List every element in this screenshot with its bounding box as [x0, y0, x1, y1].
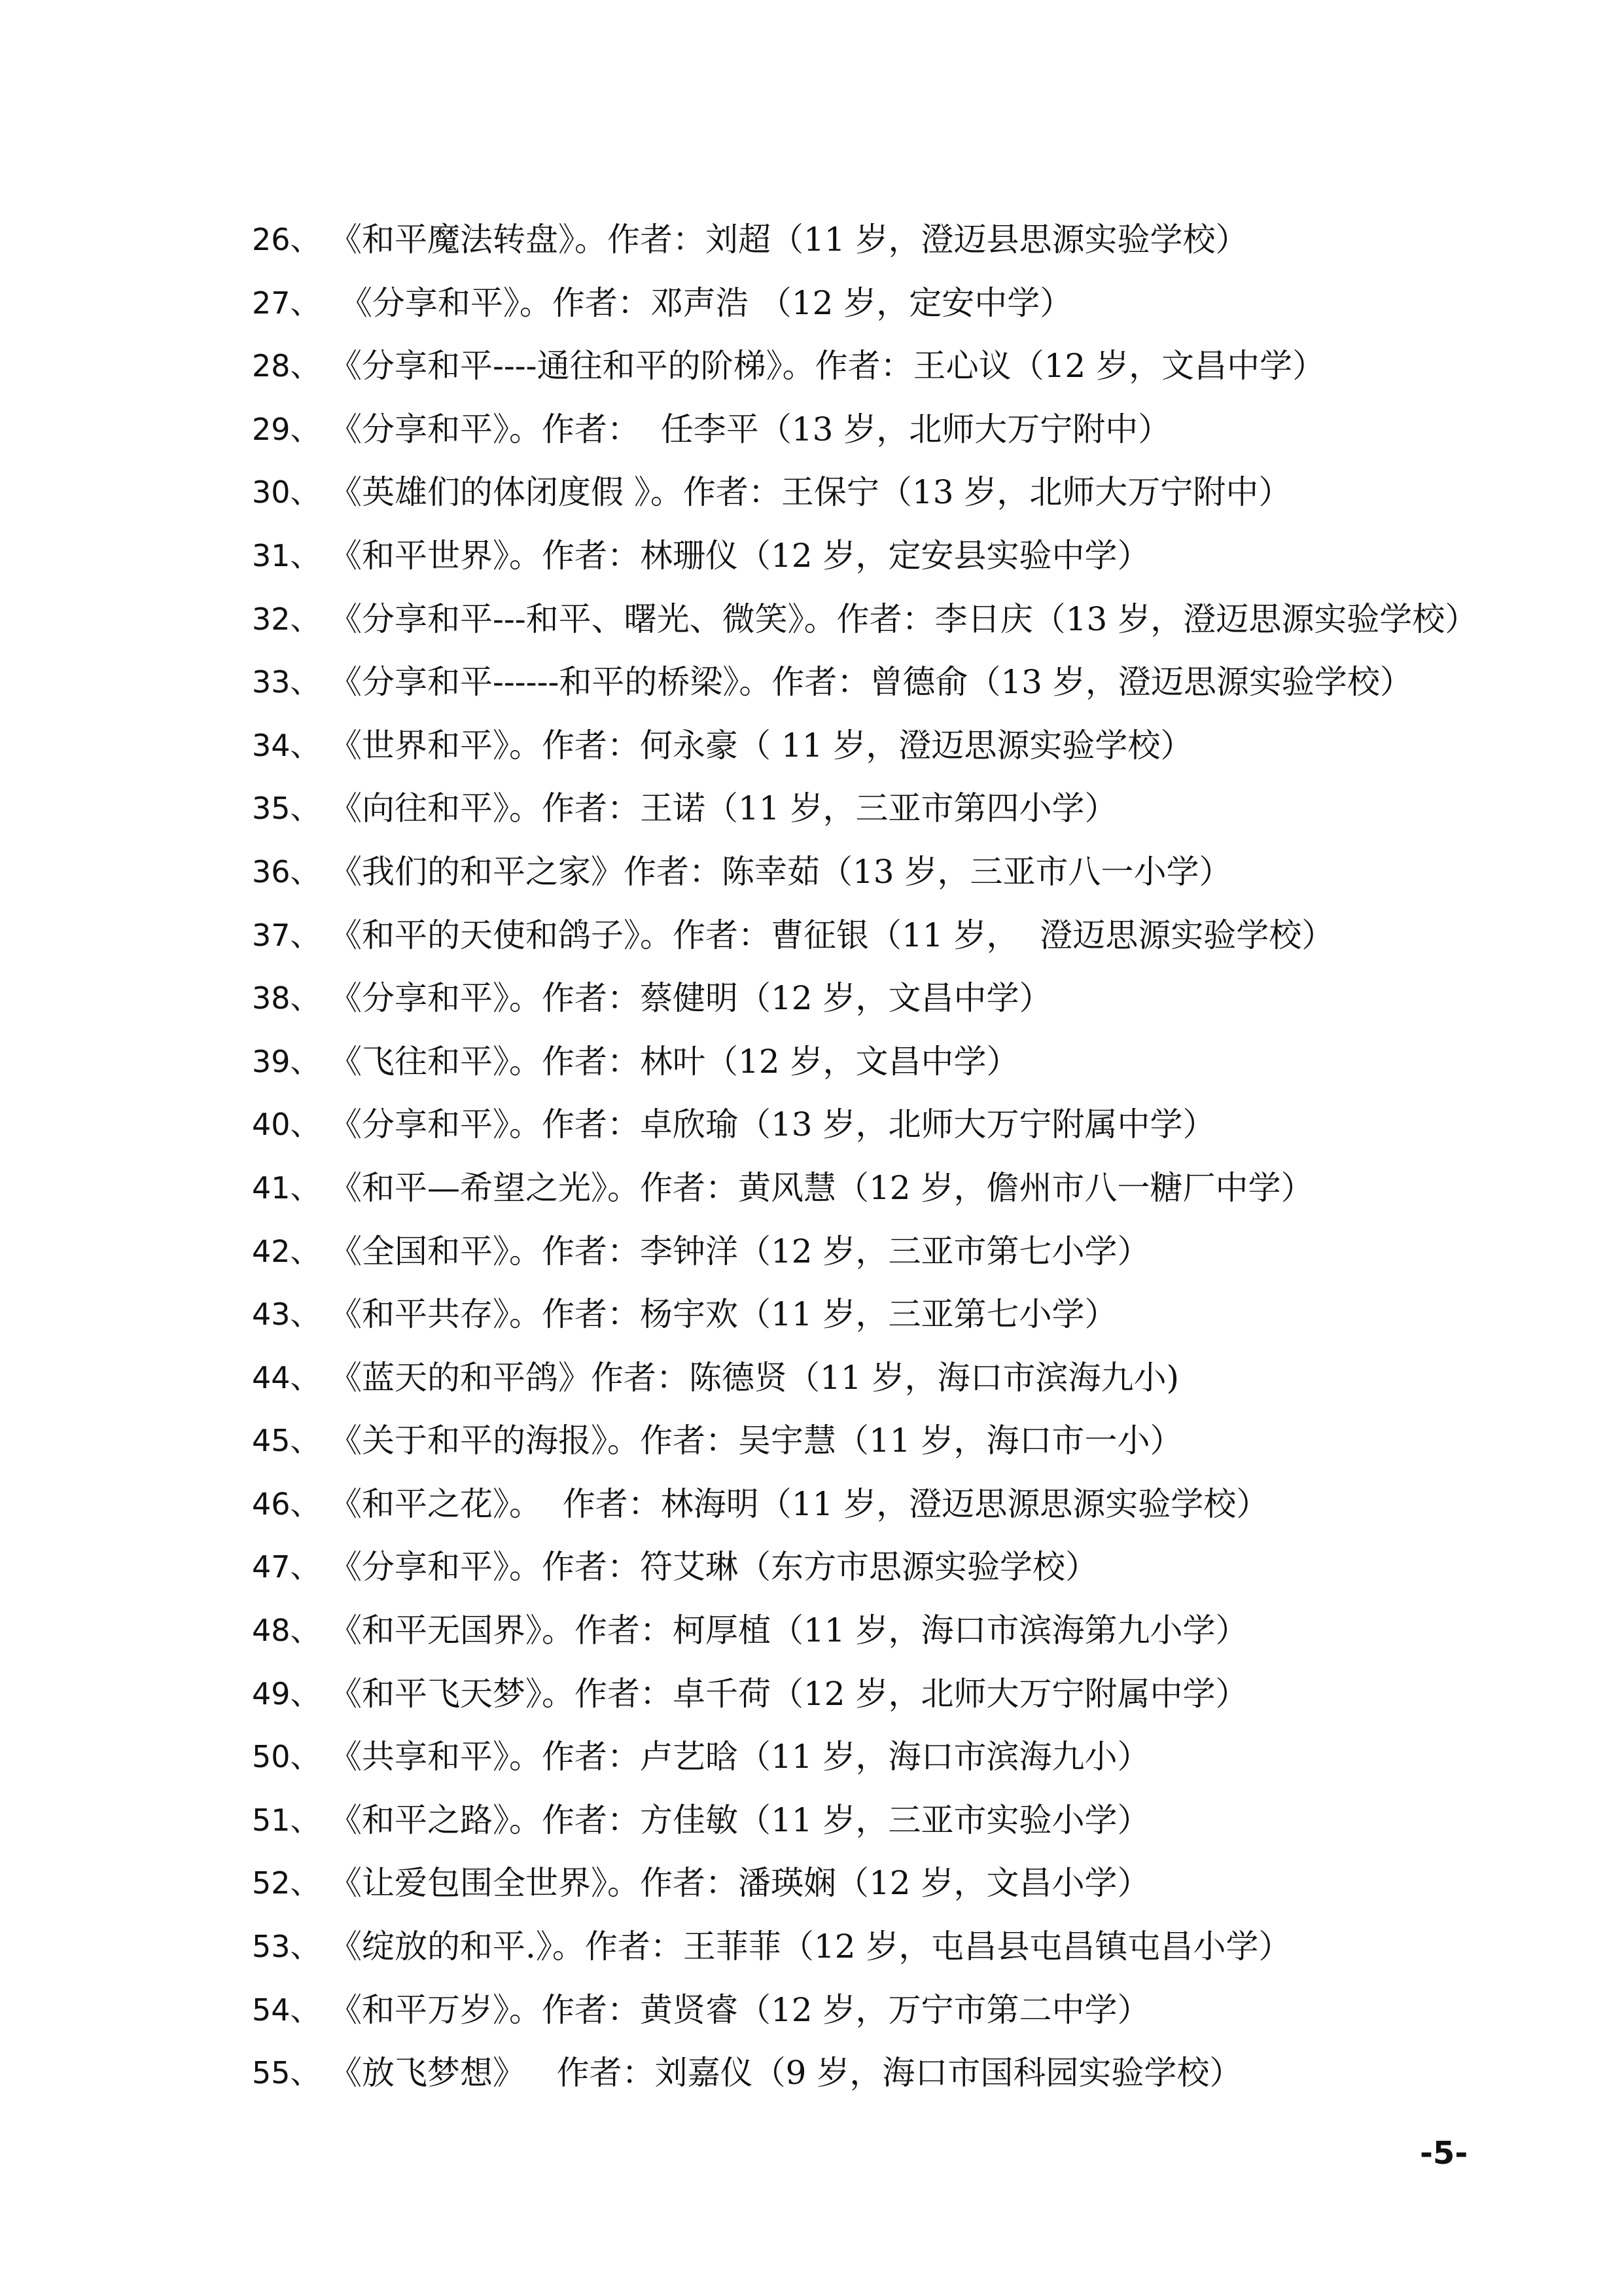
list-item — [252, 334, 1561, 398]
item-number: 45、 — [252, 1423, 321, 1459]
item-number: 44、 — [252, 1359, 321, 1395]
item-text: 《和平共存》。作者：杨宇欢（11 岁，三亚第七小学） — [329, 1295, 1118, 1334]
item-text: 《放飞梦想》 作者：刘嘉仪（9 岁，海口市国科园实验学校） — [329, 2054, 1243, 2092]
list-item — [252, 1220, 1561, 1283]
item-text: 《和平魔法转盘》。作者：刘超（11 岁，澄迈县思源实验学校） — [329, 221, 1248, 259]
list-item — [252, 461, 1561, 524]
item-number: 26、 — [252, 222, 321, 257]
item-number: 54、 — [252, 1992, 321, 2028]
list-item — [252, 272, 1561, 335]
list-item — [252, 1535, 1561, 1599]
list-item — [252, 2041, 1561, 2105]
item-text: 《蓝天的和平鸽》作者：陈德贤（11 岁，海口市滨海九小) — [329, 1358, 1180, 1397]
item-text: 《我们的和平之家》作者：陈幸茹（13 岁，三亚市八一小学） — [329, 852, 1232, 891]
list-item — [252, 1093, 1561, 1157]
list-item — [252, 777, 1561, 840]
list-item — [252, 1789, 1561, 1852]
item-number: 40、 — [252, 1107, 321, 1143]
item-number: 29、 — [252, 411, 321, 447]
item-text: 《和平万岁》。作者：黄贤睿（12 岁，万宁市第二中学） — [329, 1990, 1150, 2029]
item-number: 32、 — [252, 601, 321, 637]
item-number: 34、 — [252, 727, 321, 763]
list-item — [252, 1725, 1561, 1789]
item-text: 《英雄们的体闭度假 》。作者：王保宁（13 岁，北师大万宁附中） — [329, 473, 1292, 512]
item-number: 31、 — [252, 537, 321, 573]
item-number: 48、 — [252, 1613, 321, 1649]
item-number: 46、 — [252, 1486, 321, 1522]
item-text: 《分享和平》。作者：符艾琳（东方市思源实验学校） — [329, 1548, 1098, 1587]
item-text: 《关于和平的海报》。作者：吴宇慧（11 岁，海口市一小） — [329, 1422, 1183, 1460]
item-number: 52、 — [252, 1865, 321, 1901]
list-item — [252, 1915, 1561, 1979]
item-text: 《共享和平》。作者：卢艺晗（11 岁，海口市滨海九小） — [329, 1738, 1150, 1776]
list-item — [252, 651, 1561, 714]
item-text: 《分享和平》。作者：蔡健明（12 岁，文昌中学） — [329, 979, 1052, 1018]
item-text: 《分享和平》。作者：邓声浩 （12 岁，定安中学） — [329, 283, 1073, 322]
list-item — [252, 1030, 1561, 1094]
item-number: 35、 — [252, 791, 321, 827]
item-number: 28、 — [252, 348, 321, 384]
item-number: 38、 — [252, 980, 321, 1016]
list-item — [252, 1852, 1561, 1915]
item-text: 《和平之花》。 作者：林海明（11 岁，澄迈思源思源实验学校） — [329, 1484, 1269, 1523]
item-number: 27、 — [252, 285, 321, 321]
item-number: 51、 — [252, 1802, 321, 1838]
item-text: 《绽放的和平.》。作者：王菲菲（12 岁，屯昌县屯昌镇屯昌小学） — [329, 1928, 1292, 1966]
item-text: 《全国和平》。作者：李钟洋（12 岁，三亚市第七小学） — [329, 1232, 1150, 1270]
item-number: 37、 — [252, 917, 321, 953]
item-text: 《和平世界》。作者：林珊仪（12 岁，定安县实验中学） — [329, 536, 1150, 575]
item-text: 《让爱包围全世界》。作者：潘瑛娴（12 岁，文昌小学） — [329, 1864, 1150, 1903]
item-number: 55、 — [252, 2055, 321, 2091]
entry-list — [252, 208, 1561, 2105]
item-number: 36、 — [252, 853, 321, 889]
list-item — [252, 1979, 1561, 2042]
item-text: 《和平飞天梦》。作者：卓千荷（12 岁，北师大万宁附属中学） — [329, 1674, 1248, 1713]
list-item — [252, 208, 1561, 272]
item-number: 50、 — [252, 1739, 321, 1775]
item-number: 49、 — [252, 1676, 321, 1712]
item-number: 33、 — [252, 664, 321, 700]
item-text: 《分享和平》。作者：卓欣瑜（13 岁，北师大万宁附属中学） — [329, 1105, 1216, 1144]
item-text: 《分享和平----通往和平的阶梯》。作者：王心议（12 岁，文昌中学） — [329, 347, 1326, 386]
item-text: 《分享和平------和平的桥梁》。作者：曾德俞（13 岁，澄迈思源实验学校） — [329, 663, 1413, 702]
item-text: 《和平无国界》。作者：柯厚植（11 岁，海口市滨海第九小学） — [329, 1611, 1248, 1650]
item-number: 53、 — [252, 1929, 321, 1965]
list-item — [252, 524, 1561, 588]
list-item — [252, 1283, 1561, 1346]
item-number: 42、 — [252, 1233, 321, 1269]
item-text: 《和平的天使和鸽子》。作者：曹征银（11 岁， 澄迈思源实验学校） — [329, 916, 1335, 954]
page-number: -5- — [1420, 2135, 1468, 2172]
item-text: 《向往和平》。作者：王诺（11 岁，三亚市第四小学） — [329, 789, 1118, 828]
item-number: 41、 — [252, 1170, 321, 1206]
item-number: 30、 — [252, 475, 321, 511]
item-text: 《和平之路》。作者：方佳敏（11 岁，三亚市实验小学） — [329, 1801, 1150, 1839]
item-number: 43、 — [252, 1297, 321, 1333]
list-item — [252, 1473, 1561, 1536]
item-text: 《分享和平---和平、曙光、微笑》。作者：李日庆（13 岁，澄迈思源实验学校） — [329, 600, 1478, 638]
item-number: 39、 — [252, 1043, 321, 1079]
item-text: 《分享和平》。作者： 任李平（13 岁，北师大万宁附中） — [329, 410, 1171, 448]
list-item — [252, 1346, 1561, 1410]
list-item — [252, 1157, 1561, 1220]
list-item — [252, 1662, 1561, 1726]
item-text: 《和平—希望之光》。作者：黄风慧（12 岁，儋州市八一糖厂中学） — [329, 1168, 1314, 1207]
list-item — [252, 967, 1561, 1030]
list-item — [252, 1409, 1561, 1473]
list-item — [252, 714, 1561, 778]
list-item — [252, 588, 1561, 651]
list-item — [252, 840, 1561, 904]
item-text: 《世界和平》。作者：何永豪（ 11 岁，澄迈思源实验学校） — [329, 726, 1193, 764]
item-text: 《飞往和平》。作者：林叶（12 岁，文昌中学） — [329, 1042, 1019, 1081]
list-item — [252, 904, 1561, 967]
item-number: 47、 — [252, 1549, 321, 1585]
list-item — [252, 398, 1561, 461]
list-item — [252, 1599, 1561, 1662]
